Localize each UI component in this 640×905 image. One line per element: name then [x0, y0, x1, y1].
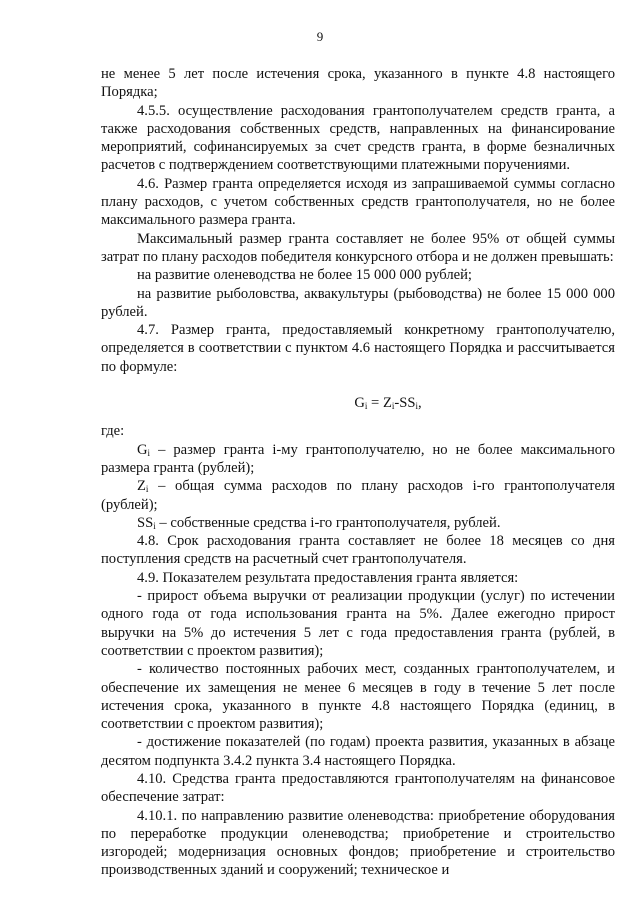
paragraph: не менее 5 лет после истечения срока, указанного в пункте 4.8 настоящего Порядка; — [101, 66, 615, 101]
symbol-sub: i — [145, 484, 149, 495]
formula-g: G — [354, 395, 365, 412]
paragraph-4-6: 4.6. Размер гранта определяется исходя из запрашиваемой суммы согласно плану расходов, с учетом собственных средств грантополучателя, но не более максимального размера гранта. — [101, 175, 615, 229]
paragraph-fishery: на развитие рыболовства, аквакультуры (рыбоводства) не более 15 000 000 рублей. — [101, 285, 615, 320]
paragraph-4-9: 4.9. Показателем результата предоставления гранта является: — [137, 569, 519, 586]
formula-ss: SS — [399, 395, 416, 412]
formula-sub: i — [391, 401, 395, 412]
paragraph-jobs: - количество постоянных рабочих мест, созданных грантополучателем, и обеспечение их замещения не менее 6 месяцев в году в течение 5 лет после истечения срока, указанного в пункте 4.8 настоящего Порядка (единиц, в соответствии с проектом развития); — [101, 661, 615, 733]
formula-sub: i — [415, 401, 418, 412]
definition-z — [101, 477, 615, 514]
formula-z: Z — [382, 395, 392, 412]
paragraph-reindeer: на развитие оленеводства не более 15 000 000 рублей; — [137, 267, 472, 284]
paragraph-4-10: 4.10. Средства гранта предоставляются грантополучателям на финансовое обеспечение затрат: — [101, 770, 615, 806]
definition-ss — [101, 514, 615, 532]
definition-text: – общая сумма расходов по плану расходов i-го грантополучателя (рублей); — [101, 478, 615, 513]
symbol: SS — [137, 514, 154, 531]
page-number: 9 — [316, 29, 324, 44]
grant-formula — [161, 394, 615, 412]
paragraph-4-5-5: 4.5.5. осуществление расходования грантополучателем средств гранта, а также расходования собственных средств, направленных на финансирование мероприятий, софинансируемых за счет средств гранта, в форме безналичных расчетов с подтверждением соответствующими платежными поручениями. — [101, 102, 615, 174]
symbol: G — [137, 441, 148, 458]
definition-g — [101, 441, 615, 478]
formula-minus: - — [394, 395, 400, 412]
definition-text: – собственные средства i-го грантополучателя, рублей. — [155, 514, 501, 531]
formula-eq: = — [367, 395, 383, 412]
paragraph-4-7: 4.7. Размер гранта, предоставляемый конкретному грантополучателю, определяется в соответствии с пунктом 4.6 настоящего Порядка и рассчитывается по формуле: — [101, 322, 615, 375]
paragraph-max-grant: Максимальный размер гранта составляет не более 95% от общей суммы затрат по плану расходов победителя конкурсного отбора и не должен превышать: — [101, 230, 615, 265]
formula-end: , — [418, 395, 422, 412]
definition-text: – размер гранта i-му грантополучателю, но не более максимального размера гранта (рублей); — [101, 441, 615, 476]
document-body — [101, 65, 615, 880]
symbol-sub: i — [147, 447, 151, 458]
paragraph-indicators: - достижение показателей (по годам) проекта развития, указанных в абзаце десятом подпункта 3.4.2 пункта 3.4 настоящего Порядка. — [101, 734, 615, 769]
formula-sub: i — [364, 401, 368, 412]
paragraph-4-10-1: 4.10.1. по направлению развитие оленеводства: приобретение оборудования по переработке продукции оленеводства; приобретение и строительство изгородей; модернизация основных фондов; приобретение и строительство производственных зданий и сооружений; техническое и — [101, 807, 615, 879]
paragraph-4-8: 4.8. Срок расходования гранта составляет не более 18 месяцев со дня поступления средств на расчетный счет грантополучателя. — [101, 533, 615, 568]
symbol: Z — [137, 478, 146, 495]
paragraph-where: где: — [101, 423, 125, 440]
symbol-sub: i — [153, 520, 156, 531]
paragraph-revenue: - прирост объема выручки от реализации продукции (услуг) по истечении одного года от года использования гранта на 5%. Далее ежегодно прирост выручки на 5% до истечения 5 лет с года предоставления гранта (рублей, в соответствии с проектом развития); — [101, 588, 615, 659]
